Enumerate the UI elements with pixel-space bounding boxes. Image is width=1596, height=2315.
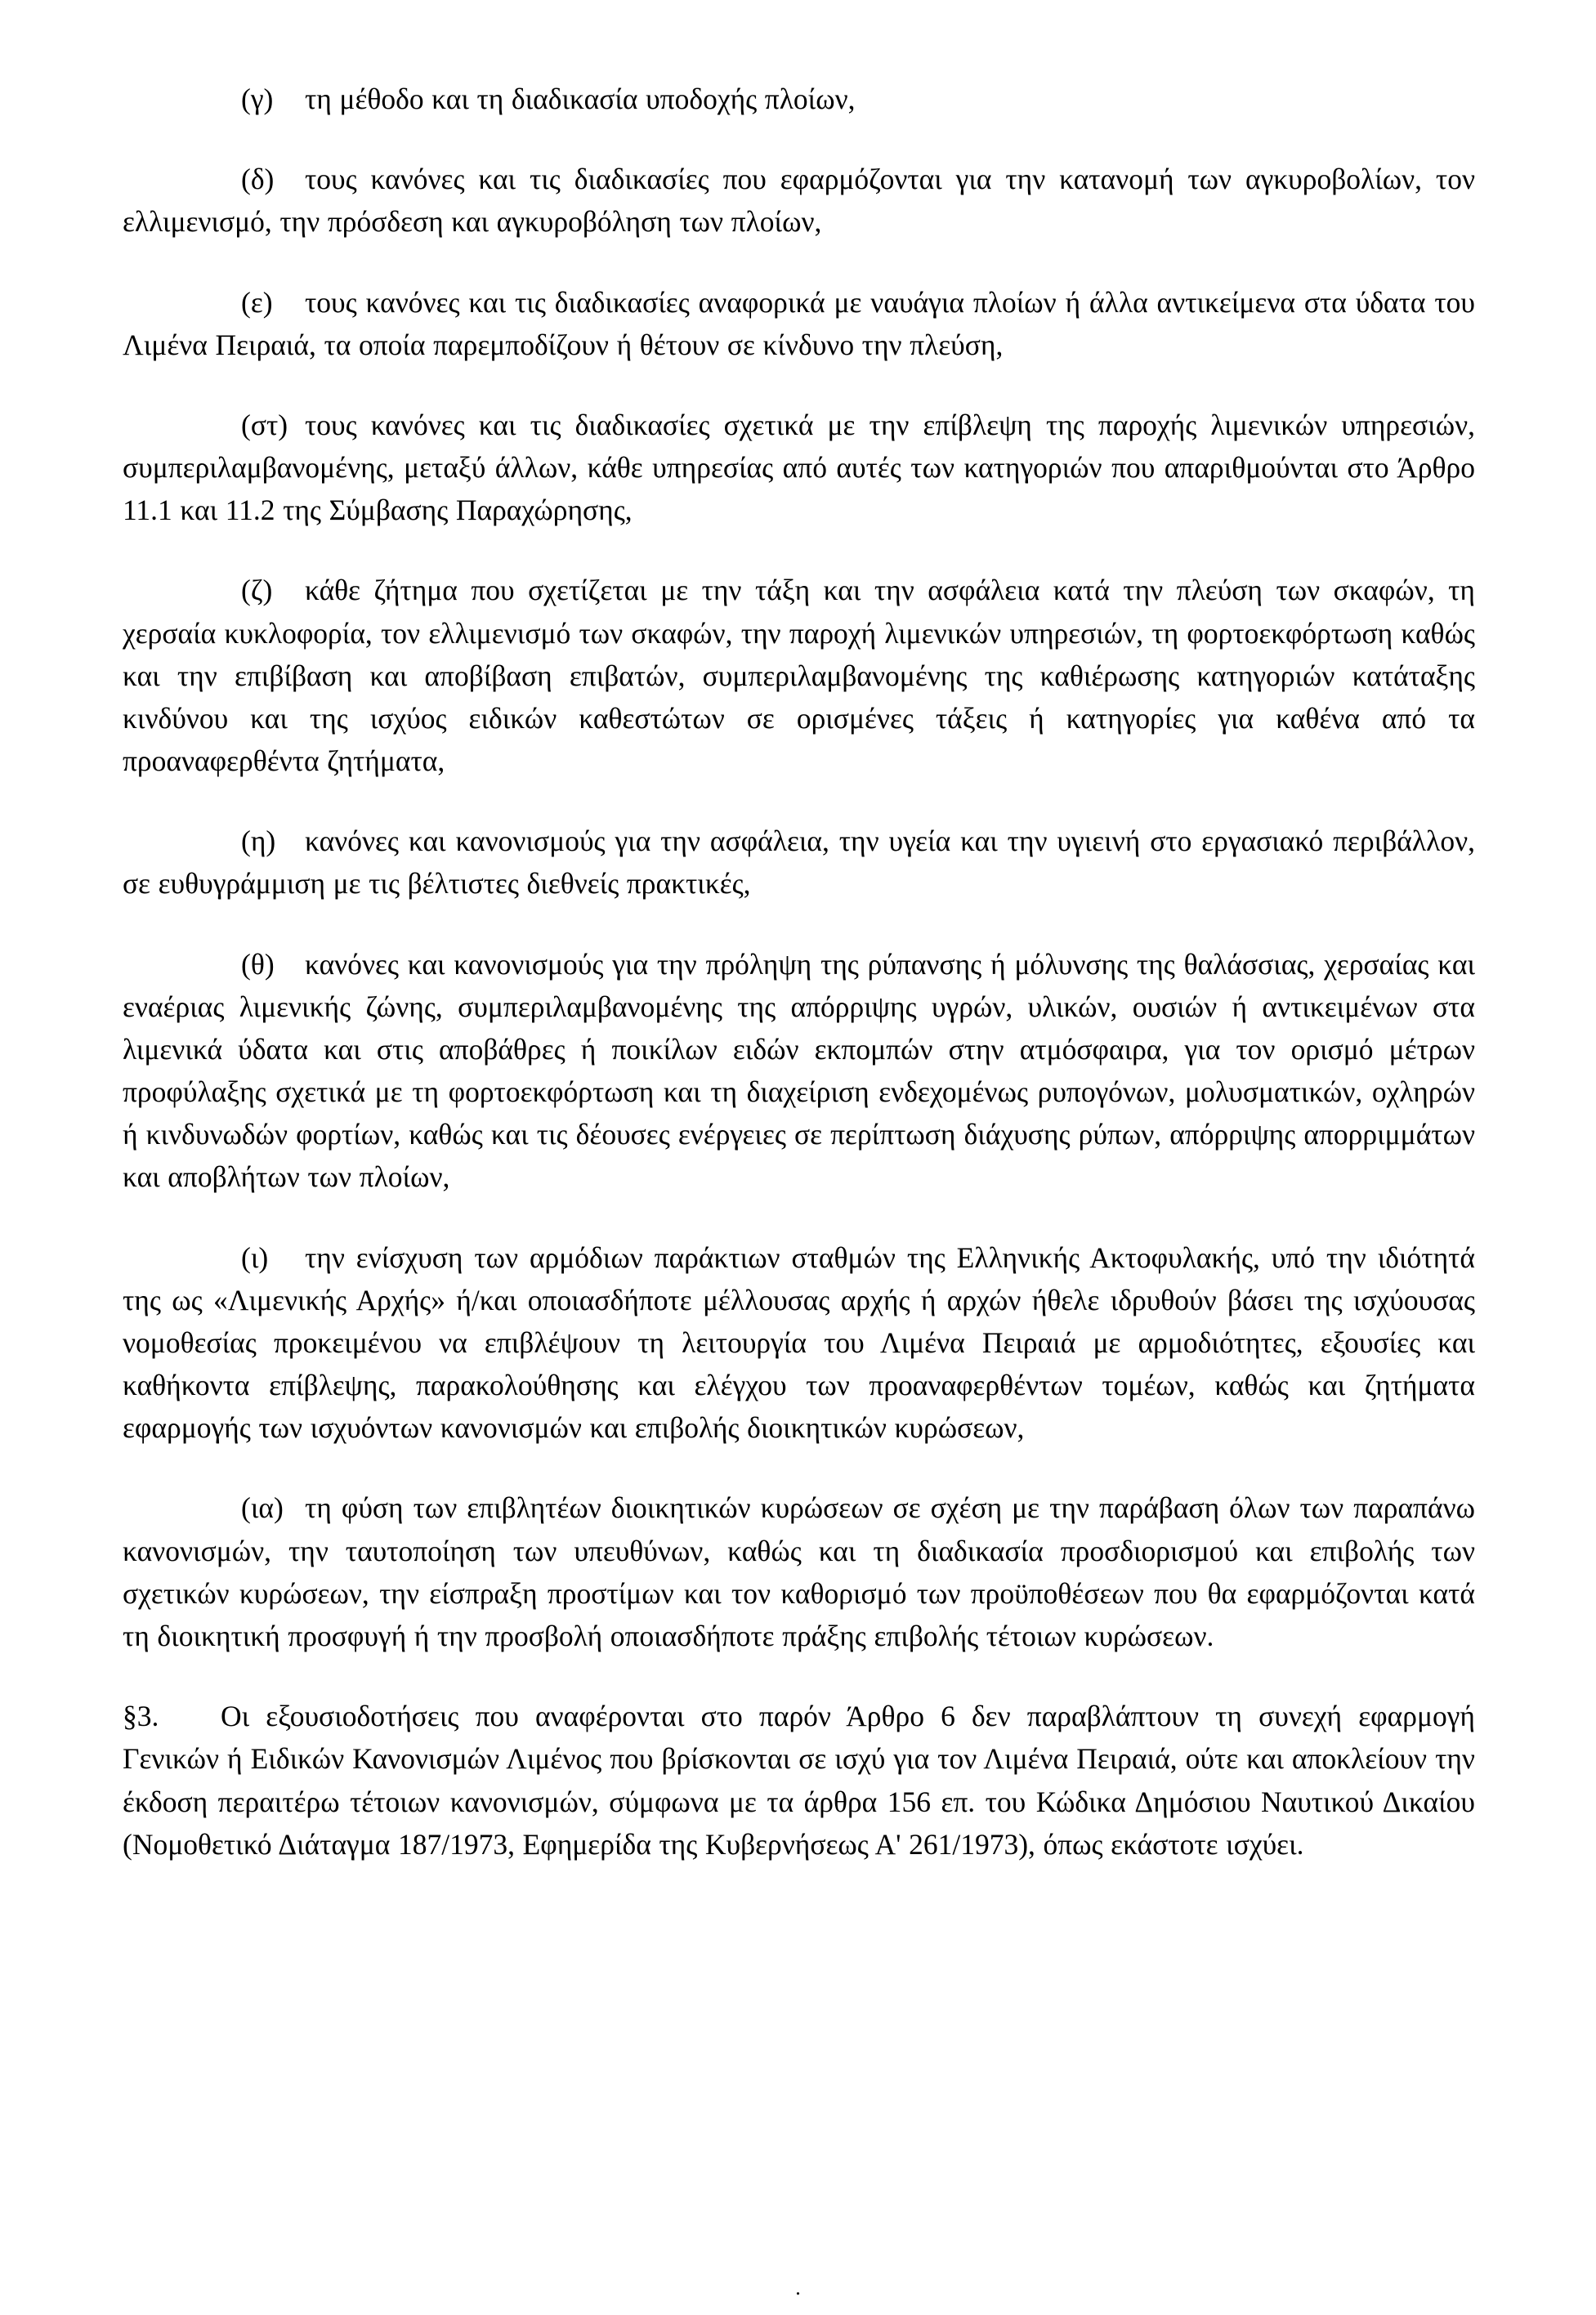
document-body (123, 78, 1475, 1866)
list-item-iota-alpha (123, 1486, 1475, 1657)
list-item-text: την ενίσχυση των αρμόδιων παράκτιων σταθμών της Ελληνικής Ακτοφυλακής, υπό την ιδιότητά της ως «Λιμενικής Αρχής» ή/και οποιασδήποτε μέλλουσας αρχής ή αρχών ήθελε ιδρυθούν βάσει της ισχύουσας νομοθεσίας προκειμένου να επιβλέψουν τη λειτουργία του Λιμένα Πειραιά με αρμοδιότητες, εξουσίες και καθήκοντα επίβλεψης, παρακολούθησης και ελέγχου των προαναφερθέντων τομέων, καθώς και ζητήματα εφαρμογής των ισχυόντων κανονισμών και επιβολής διοικητικών κυρώσεων, (123, 1240, 1475, 1445)
section-text: Οι εξουσιοδοτήσεις που αναφέρονται στο παρόν Άρθρο 6 δεν παραβλάπτουν τη συνεχή εφαρμογή Γενικών ή Ειδικών Κανονισμών Λιμένος που βρίσκονται σε ισχύ για τον Λιμένα Πειραιά, ούτε και αποκλείουν την έκδοση περαιτέρω τέτοιων κανονισμών, σύμφωνα με τα άρθρα 156 επ. του Κώδικα Δημόσιου Ναυτικού Δικαίου (Νομοθετικό Διάταγμα 187/1973, Εφημερίδα της Κυβερνήσεως Α' 261/1973), όπως εκάστοτε ισχύει. (123, 1700, 1475, 1861)
list-item-zeta (123, 569, 1475, 782)
list-item-stigma (123, 404, 1475, 532)
list-item-text: τη μέθοδο και τη διαδικασία υποδοχής πλοίων, (305, 83, 856, 115)
list-item-eta (123, 820, 1475, 905)
list-item-text: κανόνες και κανονισμούς για την πρόληψη της ρύπανσης ή μόλυνσης της θαλάσσιας, χερσαίας και εναέριας λιμενικής ζώνης, συμπεριλαμβανομένης της απόρριψης υγρών, υλικών, ουσιών ή αντικειμένων στα λιμενικά ύδατα και στις αποβάθρες ή ποικίλων ειδών εκπομπών στην ατμόσφαιρα, για τον ορισμό μέτρων προφύλαξης σχετικά με τη φορτοεκφόρτωση και τη διαχείριση ενδεχομένως ρυπογόνων, μολυσματικών, οχληρών ή κινδυνωδών φορτίων, καθώς και τις δέουσες ενέργειες σε περίπτωση διάχυσης ρύπων, απόρριψης απορριμμάτων και αποβλήτων των πλοίων, (123, 947, 1475, 1194)
list-item-text: τους κανόνες και τις διαδικασίες που εφαρμόζονται για την κατανομή των αγκυροβολίων, τον ελλιμενισμό, την πρόσδεση και αγκυροβόληση των πλοίων, (123, 163, 1475, 239)
list-marker: (ι) (241, 1240, 269, 1274)
list-marker: (η) (241, 825, 276, 858)
list-item-text: κανόνες και κανονισμούς για την ασφάλεια, την υγεία και την υγιεινή στο εργασιακό περιβάλλον, σε ευθυγράμμιση με τις βέλτιστες διεθνείς πρακτικές, (123, 825, 1475, 901)
list-item-iota (123, 1236, 1475, 1450)
list-item-text: κάθε ζήτημα που σχετίζεται με την τάξη και την ασφάλεια κατά την πλεύση των σκαφών, τη χερσαία κυκλοφορία, τον ελλιμενισμό των σκαφών, την παροχή λιμενικών υπηρεσιών, τη φορτοεκφόρτωση καθώς και την επιβίβαση και αποβίβαση επιβατών, συμπεριλαμβανομένης της καθιέρωσης κατηγοριών κατάταξης κινδύνου και της ισχύος ειδικών καθεστώτων σε ορισμένες τάξεις ή κατηγορίες για καθένα από τα προαναφερθέντα ζητήματα, (123, 574, 1475, 778)
list-item-epsilon (123, 281, 1475, 366)
section-paragraph-3 (123, 1695, 1475, 1866)
list-marker: (στ) (241, 408, 288, 441)
list-item-text: τη φύση των επιβλητέων διοικητικών κυρώσεων σε σχέση με την παράβαση όλων των παραπάνω κανονισμών, την ταυτοποίηση των υπευθύνων, καθώς και τη διαδικασία προσδιορισμού και επιβολής των σχετικών κυρώσεων, την είσπραξη προστίμων και τον καθορισμό των προϋποθέσεων που θα εφαρμόζονται κατά τη διοικητική προσφυγή ή την προσβολή οποιασδήποτε πράξης επιβολής τέτοιων κυρώσεων. (123, 1491, 1475, 1652)
list-marker: (δ) (241, 163, 275, 196)
list-item-text: τους κανόνες και τις διαδικασίες σχετικά με την επίβλεψη της παροχής λιμενικών υπηρεσιών, συμπεριλαμβανομένης, μεταξύ άλλων, κάθε υπηρεσίας από αυτές των κατηγοριών που απαριθμούνται στο Άρθρο 11.1 και 11.2 της Σύμβασης Παραχώρησης, (123, 408, 1475, 527)
list-item-theta (123, 943, 1475, 1199)
list-marker: (ια) (241, 1491, 284, 1525)
section-marker: §3. (123, 1700, 159, 1733)
list-marker: (γ) (241, 83, 274, 115)
list-item-delta (123, 158, 1475, 243)
list-marker: (θ) (241, 947, 275, 981)
list-marker: (ε) (241, 285, 273, 319)
list-item-gamma (123, 78, 1475, 120)
footer-mark: . (795, 2276, 801, 2299)
list-marker: (ζ) (241, 574, 273, 607)
list-item-text: τους κανόνες και τις διαδικασίες αναφορικά με ναυάγια πλοίων ή άλλα αντικείμενα στα ύδατα του Λιμένα Πειραιά, τα οποία παρεμποδίζουν ή θέτουν σε κίνδυνο την πλεύση, (123, 285, 1475, 361)
